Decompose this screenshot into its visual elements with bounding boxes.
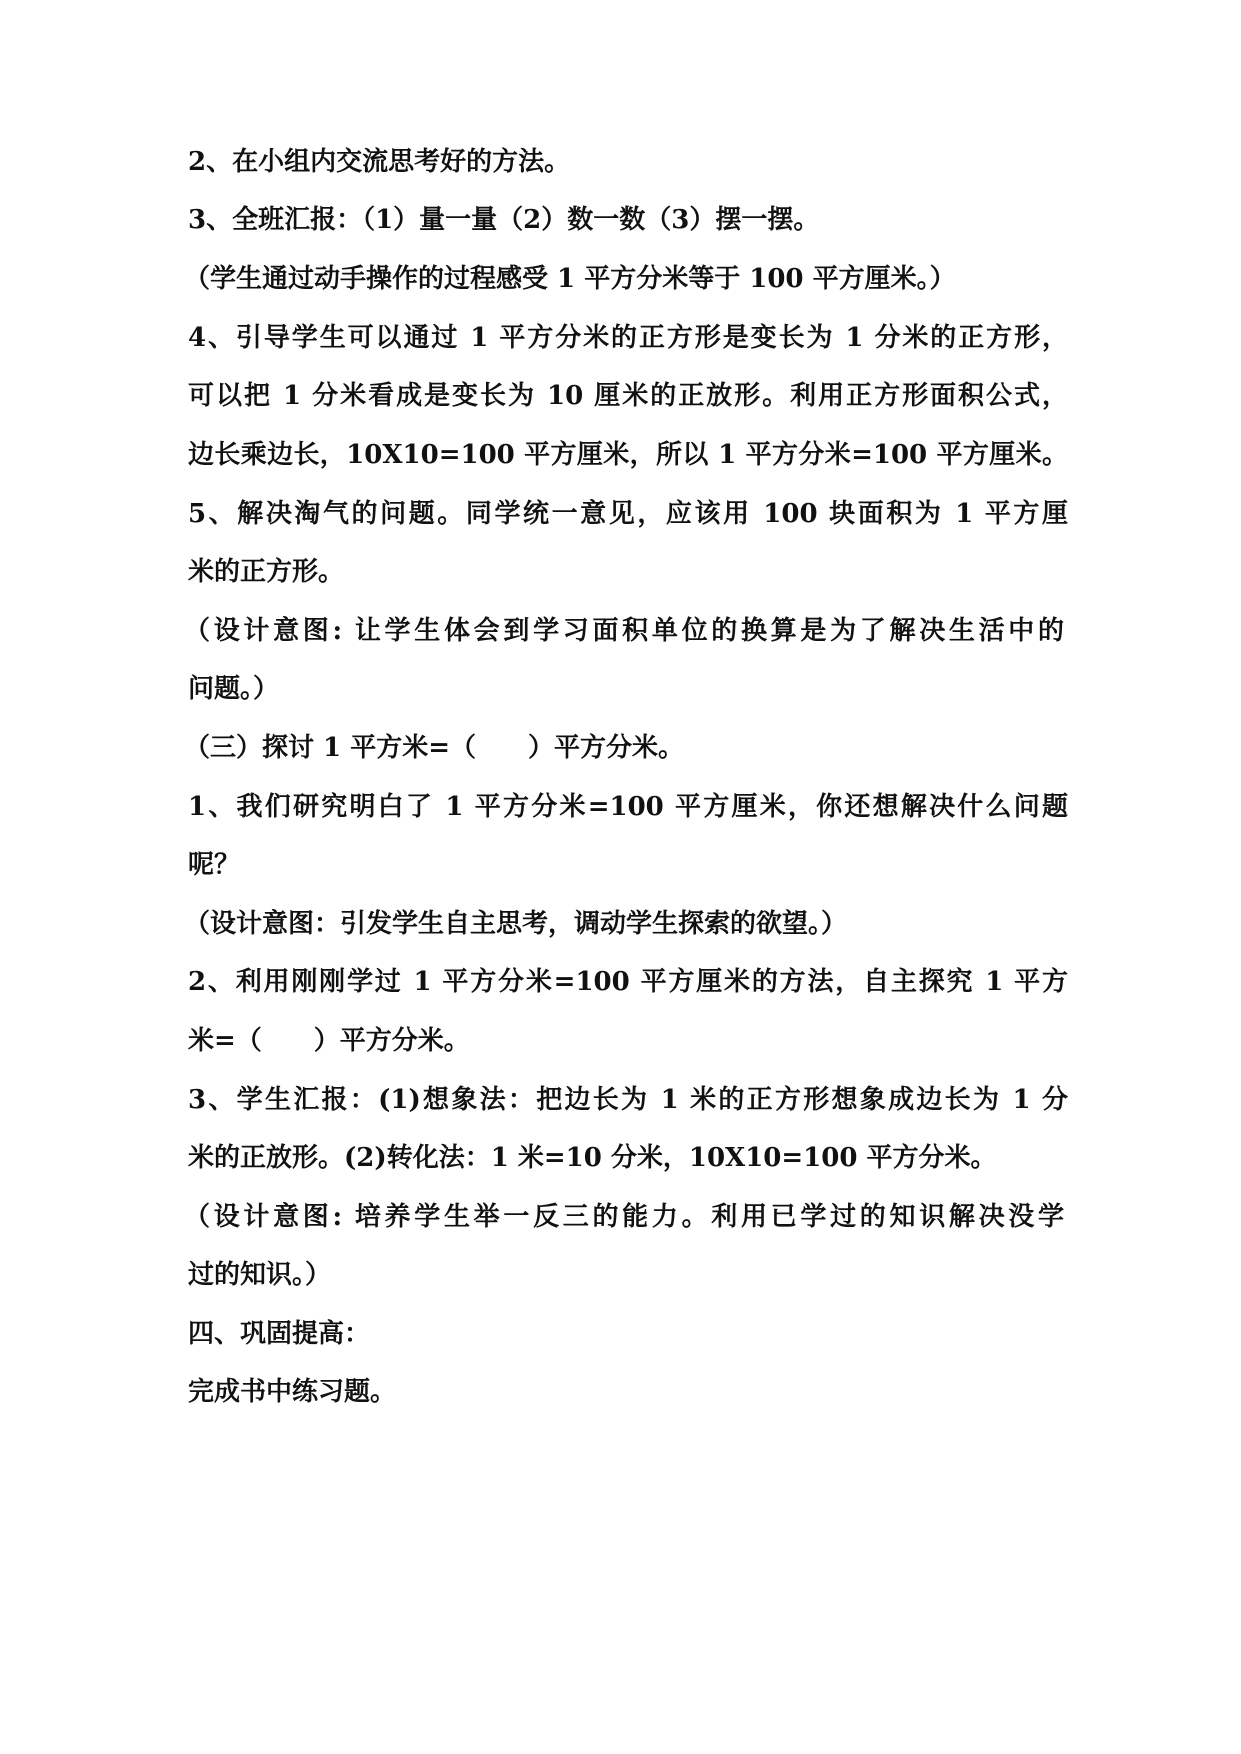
design-intent-text-cont: 问题。） (188, 674, 280, 704)
step-4-text-cont: 边长乘边长，10X10=100 平方厘米，所以 1 平方分米=100 平方厘米。 (188, 440, 1068, 470)
step-5-text: 5、解决淘气的问题。同学统一意见，应该用 100 块面积为 1 平方厘 (188, 499, 1068, 529)
step-1-text: 1、我们研究明白了 1 平方分米=100 平方厘米，你还想解决什么问题 (188, 792, 1068, 822)
step-2b-text: 2、利用刚刚学过 1 平方分米=100 平方厘米的方法，自主探究 1 平方 (188, 967, 1068, 997)
step-4-text-cont: 可以把 1 分米看成是变长为 10 厘米的正放形。利用正方形面积公式， (188, 381, 1068, 411)
step-4-text: 4、引导学生可以通过 1 平方分米的正方形是变长为 1 分米的正方形， (188, 323, 1068, 353)
design-intent-text: （设计意图: 培养学生举一反三的能力。利用已学过的知识解决没学 (184, 1202, 1064, 1232)
step-5-text-cont: 米的正方形。 (188, 557, 345, 587)
step-3-text: 3、全班汇报：（1）量一量（2）数一数（3）摆一摆。 (188, 205, 820, 235)
step-1-text-cont: 呢？ (188, 850, 241, 880)
note-text: （学生通过动手操作的过程感受 1 平方分米等于 100 平方厘米。） (184, 264, 956, 294)
section-heading-4: 四、巩固提高： (188, 1319, 371, 1349)
design-intent-text: （设计意图: 让学生体会到学习面积单位的换算是为了解决生活中的 (184, 616, 1064, 646)
step-3b-text-cont: 米的正放形。(2)转化法：1 米=10 分米，10X10=100 平方分米。 (188, 1143, 997, 1173)
step-3b-text: 3、学生汇报：(1)想象法：把边长为 1 米的正方形想象成边长为 1 分 (188, 1085, 1068, 1115)
exercise-text: 完成书中练习题。 (188, 1377, 397, 1407)
design-intent-text-cont: 过的知识。） (188, 1260, 332, 1290)
step-2b-text-cont: 米=（ ）平方分米。 (188, 1026, 470, 1056)
section-heading: （三）探讨 1 平方米=（ ）平方分米。 (184, 733, 684, 763)
design-intent-text: （设计意图：引发学生自主思考，调动学生探索的欲望。） (184, 909, 848, 939)
step-2-text: 2、在小组内交流思考好的方法。 (188, 147, 571, 177)
